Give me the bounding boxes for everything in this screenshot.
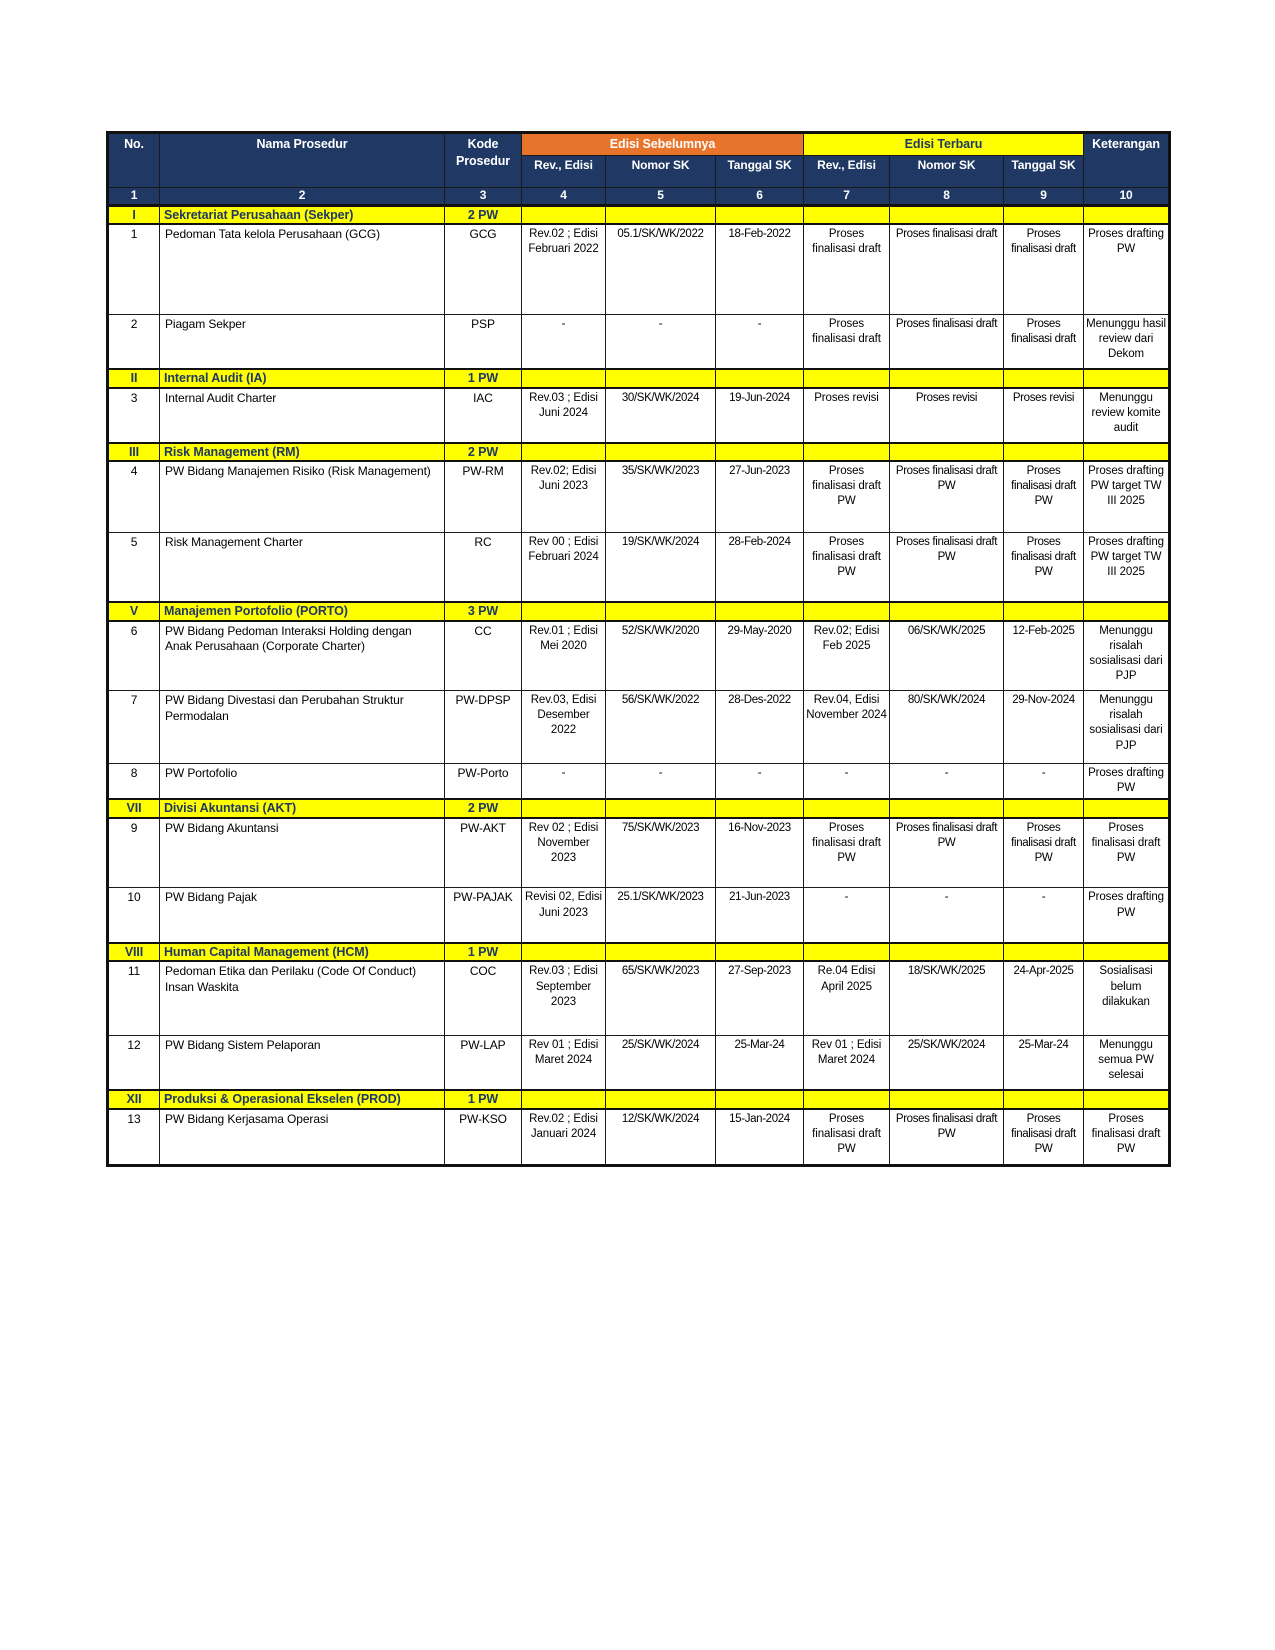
column-number: 3: [445, 187, 522, 205]
keterangan-cell: Proses drafting PW target TW III 2025: [1084, 461, 1170, 532]
section-empty-cell: [522, 369, 606, 388]
new-tanggal-sk-cell: 25-Mar-24: [1004, 1035, 1084, 1090]
prev-nomor-sk-cell: -: [606, 314, 716, 369]
section-empty-cell: [1004, 443, 1084, 462]
prev-nomor-sk-cell: -: [606, 764, 716, 800]
section-empty-cell: [522, 205, 606, 224]
prev-rev-edisi-cell: Rev.03, Edisi Desember 2022: [522, 691, 606, 764]
section-empty-cell: [804, 602, 890, 621]
section-row: [108, 369, 1170, 388]
prev-nomor-sk-cell: 30/SK/WK/2024: [606, 388, 716, 443]
section-empty-cell: [606, 369, 716, 388]
row-number-cell: 8: [108, 764, 160, 800]
prev-rev-edisi-cell: Rev.03 ; Edisi Juni 2024: [522, 388, 606, 443]
section-title-cell: Divisi Akuntansi (AKT): [160, 799, 445, 818]
section-empty-cell: [1084, 943, 1170, 962]
prev-nomor-sk-cell: 25.1/SK/WK/2023: [606, 888, 716, 943]
nama-prosedur-cell: PW Bidang Pedoman Interaksi Holding dengan Anak Perusahaan (Corporate Charter): [160, 621, 445, 691]
section-empty-cell: [606, 799, 716, 818]
new-tanggal-sk-cell: Proses finalisasi draft: [1004, 314, 1084, 369]
new-tanggal-sk-cell: Proses finalisasi draft PW: [1004, 818, 1084, 888]
kode-prosedur-cell: PW-DPSP: [445, 691, 522, 764]
new-tanggal-sk-cell: -: [1004, 764, 1084, 800]
new-nomor-sk-cell: -: [890, 888, 1004, 943]
table-header: [108, 133, 1170, 206]
col-header-kode-prosedur: Kode Prosedur: [445, 133, 522, 188]
prev-tanggal-sk-cell: 25-Mar-24: [716, 1035, 804, 1090]
prev-rev-edisi-cell: Rev.02; Edisi Juni 2023: [522, 461, 606, 532]
section-roman-cell: III: [108, 443, 160, 462]
table-row: [108, 388, 1170, 443]
nama-prosedur-cell: Pedoman Etika dan Perilaku (Code Of Conduct) Insan Waskita: [160, 961, 445, 1035]
nama-prosedur-cell: PW Bidang Divestasi dan Perubahan Struktur Permodalan: [160, 691, 445, 764]
table-body: [108, 205, 1170, 1166]
col-header-new-tanggal-sk: Tanggal SK: [1004, 155, 1084, 187]
column-number: 1: [108, 187, 160, 205]
new-nomor-sk-cell: 18/SK/WK/2025: [890, 961, 1004, 1035]
section-empty-cell: [716, 369, 804, 388]
section-empty-cell: [1084, 443, 1170, 462]
prev-rev-edisi-cell: Rev.01 ; Edisi Mei 2020: [522, 621, 606, 691]
section-pw-count-cell: 3 PW: [445, 602, 522, 621]
section-empty-cell: [804, 943, 890, 962]
kode-prosedur-cell: RC: [445, 532, 522, 602]
keterangan-cell: Proses finalisasi draft PW: [1084, 818, 1170, 888]
section-empty-cell: [1084, 205, 1170, 224]
section-roman-cell: V: [108, 602, 160, 621]
table-row: [108, 621, 1170, 691]
table-row: [108, 818, 1170, 888]
keterangan-cell: Proses drafting PW: [1084, 888, 1170, 943]
section-row: [108, 943, 1170, 962]
section-title-cell: Produksi & Operasional Ekselen (PROD): [160, 1090, 445, 1109]
row-number-cell: 6: [108, 621, 160, 691]
section-title-cell: Sekretariat Perusahaan (Sekper): [160, 205, 445, 224]
table-row: [108, 691, 1170, 764]
table-row: [108, 1109, 1170, 1166]
section-empty-cell: [522, 943, 606, 962]
prev-tanggal-sk-cell: 19-Jun-2024: [716, 388, 804, 443]
prev-rev-edisi-cell: Rev 02 ; Edisi November 2023: [522, 818, 606, 888]
section-pw-count-cell: 2 PW: [445, 443, 522, 462]
kode-prosedur-cell: COC: [445, 961, 522, 1035]
section-empty-cell: [890, 799, 1004, 818]
column-number: 10: [1084, 187, 1170, 205]
section-empty-cell: [890, 1090, 1004, 1109]
prev-rev-edisi-cell: -: [522, 764, 606, 800]
kode-prosedur-cell: PW-AKT: [445, 818, 522, 888]
section-empty-cell: [1084, 799, 1170, 818]
section-row: [108, 602, 1170, 621]
section-empty-cell: [1004, 602, 1084, 621]
row-number-cell: 13: [108, 1109, 160, 1166]
group-header-edisi-terbaru: Edisi Terbaru: [804, 133, 1084, 156]
prev-rev-edisi-cell: Revisi 02, Edisi Juni 2023: [522, 888, 606, 943]
prev-nomor-sk-cell: 12/SK/WK/2024: [606, 1109, 716, 1166]
section-row: [108, 443, 1170, 462]
section-empty-cell: [522, 602, 606, 621]
section-empty-cell: [716, 799, 804, 818]
section-empty-cell: [804, 799, 890, 818]
nama-prosedur-cell: PW Bidang Akuntansi: [160, 818, 445, 888]
row-number-cell: 2: [108, 314, 160, 369]
kode-prosedur-cell: PW-KSO: [445, 1109, 522, 1166]
new-nomor-sk-cell: Proses finalisasi draft PW: [890, 818, 1004, 888]
new-nomor-sk-cell: 25/SK/WK/2024: [890, 1035, 1004, 1090]
table-row: [108, 888, 1170, 943]
new-tanggal-sk-cell: -: [1004, 888, 1084, 943]
section-empty-cell: [606, 943, 716, 962]
nama-prosedur-cell: Internal Audit Charter: [160, 388, 445, 443]
row-number-cell: 10: [108, 888, 160, 943]
keterangan-cell: Menunggu semua PW selesai: [1084, 1035, 1170, 1090]
group-band-row: [108, 133, 1170, 156]
section-empty-cell: [522, 1090, 606, 1109]
new-rev-edisi-cell: Rev.04, Edisi November 2024: [804, 691, 890, 764]
col-header-nama-prosedur: Nama Prosedur: [160, 133, 445, 188]
section-pw-count-cell: 2 PW: [445, 205, 522, 224]
keterangan-cell: Sosialisasi belum dilakukan: [1084, 961, 1170, 1035]
table-row: [108, 224, 1170, 314]
table-row: [108, 764, 1170, 800]
row-number-cell: 1: [108, 224, 160, 314]
section-empty-cell: [890, 205, 1004, 224]
row-number-cell: 9: [108, 818, 160, 888]
section-empty-cell: [890, 369, 1004, 388]
section-empty-cell: [1084, 369, 1170, 388]
section-empty-cell: [522, 443, 606, 462]
new-rev-edisi-cell: Proses finalisasi draft PW: [804, 461, 890, 532]
nama-prosedur-cell: Pedoman Tata kelola Perusahaan (GCG): [160, 224, 445, 314]
prev-rev-edisi-cell: Rev.03 ; Edisi September 2023: [522, 961, 606, 1035]
section-empty-cell: [606, 602, 716, 621]
prev-tanggal-sk-cell: 27-Sep-2023: [716, 961, 804, 1035]
kode-prosedur-cell: PSP: [445, 314, 522, 369]
section-empty-cell: [1084, 1090, 1170, 1109]
kode-prosedur-cell: PW-Porto: [445, 764, 522, 800]
col-header-new-rev-edisi: Rev., Edisi: [804, 155, 890, 187]
keterangan-cell: Proses finalisasi draft PW: [1084, 1109, 1170, 1166]
section-empty-cell: [804, 205, 890, 224]
keterangan-cell: Menunggu review komite audit: [1084, 388, 1170, 443]
section-roman-cell: I: [108, 205, 160, 224]
new-rev-edisi-cell: Proses finalisasi draft PW: [804, 532, 890, 602]
kode-prosedur-cell: GCG: [445, 224, 522, 314]
prev-nomor-sk-cell: 65/SK/WK/2023: [606, 961, 716, 1035]
section-row: [108, 1090, 1170, 1109]
procedure-status-table: [106, 131, 1171, 1167]
column-number: 2: [160, 187, 445, 205]
new-rev-edisi-cell: Proses finalisasi draft: [804, 224, 890, 314]
col-header-no: No.: [108, 133, 160, 188]
prev-tanggal-sk-cell: 18-Feb-2022: [716, 224, 804, 314]
section-empty-cell: [1004, 943, 1084, 962]
new-rev-edisi-cell: -: [804, 764, 890, 800]
section-empty-cell: [716, 602, 804, 621]
prev-tanggal-sk-cell: 21-Jun-2023: [716, 888, 804, 943]
col-header-prev-nomor-sk: Nomor SK: [606, 155, 716, 187]
keterangan-cell: Menunggu risalah sosialisasi dari PJP: [1084, 691, 1170, 764]
row-number-cell: 11: [108, 961, 160, 1035]
new-rev-edisi-cell: Proses revisi: [804, 388, 890, 443]
new-nomor-sk-cell: -: [890, 764, 1004, 800]
prev-tanggal-sk-cell: -: [716, 314, 804, 369]
new-nomor-sk-cell: Proses revisi: [890, 388, 1004, 443]
prev-rev-edisi-cell: Rev.02 ; Edisi Februari 2022: [522, 224, 606, 314]
prev-rev-edisi-cell: Rev.02 ; Edisi Januari 2024: [522, 1109, 606, 1166]
row-number-cell: 4: [108, 461, 160, 532]
new-rev-edisi-cell: -: [804, 888, 890, 943]
section-empty-cell: [1084, 602, 1170, 621]
prev-tanggal-sk-cell: 16-Nov-2023: [716, 818, 804, 888]
section-empty-cell: [890, 443, 1004, 462]
section-empty-cell: [716, 205, 804, 224]
nama-prosedur-cell: PW Bidang Sistem Pelaporan: [160, 1035, 445, 1090]
new-tanggal-sk-cell: 29-Nov-2024: [1004, 691, 1084, 764]
row-number-cell: 5: [108, 532, 160, 602]
table-row: [108, 314, 1170, 369]
column-number: 4: [522, 187, 606, 205]
new-tanggal-sk-cell: Proses finalisasi draft: [1004, 224, 1084, 314]
section-empty-cell: [804, 1090, 890, 1109]
prev-rev-edisi-cell: Rev 00 ; Edisi Februari 2024: [522, 532, 606, 602]
section-title-cell: Risk Management (RM): [160, 443, 445, 462]
new-rev-edisi-cell: Proses finalisasi draft PW: [804, 1109, 890, 1166]
new-tanggal-sk-cell: Proses finalisasi draft PW: [1004, 1109, 1084, 1166]
prev-tanggal-sk-cell: 29-May-2020: [716, 621, 804, 691]
section-empty-cell: [1004, 799, 1084, 818]
new-nomor-sk-cell: 06/SK/WK/2025: [890, 621, 1004, 691]
section-empty-cell: [606, 205, 716, 224]
section-empty-cell: [804, 443, 890, 462]
group-header-edisi-sebelumnya: Edisi Sebelumnya: [522, 133, 804, 156]
new-rev-edisi-cell: Rev.02; Edisi Feb 2025: [804, 621, 890, 691]
prev-nomor-sk-cell: 52/SK/WK/2020: [606, 621, 716, 691]
new-rev-edisi-cell: Proses finalisasi draft PW: [804, 818, 890, 888]
new-tanggal-sk-cell: 24-Apr-2025: [1004, 961, 1084, 1035]
new-nomor-sk-cell: Proses finalisasi draft: [890, 314, 1004, 369]
prev-tanggal-sk-cell: 15-Jan-2024: [716, 1109, 804, 1166]
table-row: [108, 461, 1170, 532]
new-nomor-sk-cell: 80/SK/WK/2024: [890, 691, 1004, 764]
section-roman-cell: VIII: [108, 943, 160, 962]
prev-nomor-sk-cell: 75/SK/WK/2023: [606, 818, 716, 888]
keterangan-cell: Proses drafting PW target TW III 2025: [1084, 532, 1170, 602]
row-number-cell: 12: [108, 1035, 160, 1090]
col-header-prev-rev-edisi: Rev., Edisi: [522, 155, 606, 187]
prev-rev-edisi-cell: -: [522, 314, 606, 369]
prev-tanggal-sk-cell: 28-Des-2022: [716, 691, 804, 764]
prev-rev-edisi-cell: Rev 01 ; Edisi Maret 2024: [522, 1035, 606, 1090]
new-tanggal-sk-cell: Proses finalisasi draft PW: [1004, 461, 1084, 532]
keterangan-cell: Menunggu risalah sosialisasi dari PJP: [1084, 621, 1170, 691]
section-empty-cell: [522, 799, 606, 818]
table-row: [108, 961, 1170, 1035]
kode-prosedur-cell: IAC: [445, 388, 522, 443]
nama-prosedur-cell: PW Portofolio: [160, 764, 445, 800]
column-number: 8: [890, 187, 1004, 205]
section-title-cell: Internal Audit (IA): [160, 369, 445, 388]
nama-prosedur-cell: PW Bidang Pajak: [160, 888, 445, 943]
section-empty-cell: [1004, 1090, 1084, 1109]
prev-tanggal-sk-cell: 28-Feb-2024: [716, 532, 804, 602]
nama-prosedur-cell: PW Bidang Manajemen Risiko (Risk Management): [160, 461, 445, 532]
prev-tanggal-sk-cell: -: [716, 764, 804, 800]
section-roman-cell: VII: [108, 799, 160, 818]
new-rev-edisi-cell: Proses finalisasi draft: [804, 314, 890, 369]
table-row: [108, 1035, 1170, 1090]
section-empty-cell: [716, 943, 804, 962]
nama-prosedur-cell: Piagam Sekper: [160, 314, 445, 369]
section-title-cell: Manajemen Portofolio (PORTO): [160, 602, 445, 621]
new-rev-edisi-cell: Re.04 Edisi April 2025: [804, 961, 890, 1035]
kode-prosedur-cell: PW-PAJAK: [445, 888, 522, 943]
section-empty-cell: [804, 369, 890, 388]
prev-nomor-sk-cell: 05.1/SK/WK/2022: [606, 224, 716, 314]
nama-prosedur-cell: PW Bidang Kerjasama Operasi: [160, 1109, 445, 1166]
section-empty-cell: [1004, 369, 1084, 388]
section-roman-cell: II: [108, 369, 160, 388]
column-number-row: [108, 187, 1170, 205]
keterangan-cell: Menunggu hasil review dari Dekom: [1084, 314, 1170, 369]
section-title-cell: Human Capital Management (HCM): [160, 943, 445, 962]
prev-nomor-sk-cell: 56/SK/WK/2022: [606, 691, 716, 764]
kode-prosedur-cell: PW-RM: [445, 461, 522, 532]
section-empty-cell: [890, 602, 1004, 621]
table-row: [108, 532, 1170, 602]
new-tanggal-sk-cell: 12-Feb-2025: [1004, 621, 1084, 691]
column-number: 6: [716, 187, 804, 205]
new-nomor-sk-cell: Proses finalisasi draft PW: [890, 1109, 1004, 1166]
section-pw-count-cell: 1 PW: [445, 943, 522, 962]
kode-prosedur-cell: PW-LAP: [445, 1035, 522, 1090]
section-empty-cell: [716, 443, 804, 462]
section-empty-cell: [890, 943, 1004, 962]
section-row: [108, 205, 1170, 224]
column-number: 7: [804, 187, 890, 205]
prev-nomor-sk-cell: 35/SK/WK/2023: [606, 461, 716, 532]
section-pw-count-cell: 1 PW: [445, 369, 522, 388]
nama-prosedur-cell: Risk Management Charter: [160, 532, 445, 602]
col-header-keterangan: Keterangan: [1084, 133, 1170, 188]
section-empty-cell: [716, 1090, 804, 1109]
col-header-new-nomor-sk: Nomor SK: [890, 155, 1004, 187]
new-nomor-sk-cell: Proses finalisasi draft PW: [890, 532, 1004, 602]
prev-tanggal-sk-cell: 27-Jun-2023: [716, 461, 804, 532]
section-pw-count-cell: 1 PW: [445, 1090, 522, 1109]
section-empty-cell: [1004, 205, 1084, 224]
keterangan-cell: Proses drafting PW: [1084, 224, 1170, 314]
section-row: [108, 799, 1170, 818]
new-nomor-sk-cell: Proses finalisasi draft PW: [890, 461, 1004, 532]
keterangan-cell: Proses drafting PW: [1084, 764, 1170, 800]
column-number: 5: [606, 187, 716, 205]
new-rev-edisi-cell: Rev 01 ; Edisi Maret 2024: [804, 1035, 890, 1090]
prev-nomor-sk-cell: 25/SK/WK/2024: [606, 1035, 716, 1090]
section-pw-count-cell: 2 PW: [445, 799, 522, 818]
section-empty-cell: [606, 1090, 716, 1109]
prev-nomor-sk-cell: 19/SK/WK/2024: [606, 532, 716, 602]
new-tanggal-sk-cell: Proses revisi: [1004, 388, 1084, 443]
col-header-prev-tanggal-sk: Tanggal SK: [716, 155, 804, 187]
row-number-cell: 7: [108, 691, 160, 764]
kode-prosedur-cell: CC: [445, 621, 522, 691]
new-nomor-sk-cell: Proses finalisasi draft: [890, 224, 1004, 314]
new-tanggal-sk-cell: Proses finalisasi draft PW: [1004, 532, 1084, 602]
column-number: 9: [1004, 187, 1084, 205]
section-empty-cell: [606, 443, 716, 462]
row-number-cell: 3: [108, 388, 160, 443]
section-roman-cell: XII: [108, 1090, 160, 1109]
